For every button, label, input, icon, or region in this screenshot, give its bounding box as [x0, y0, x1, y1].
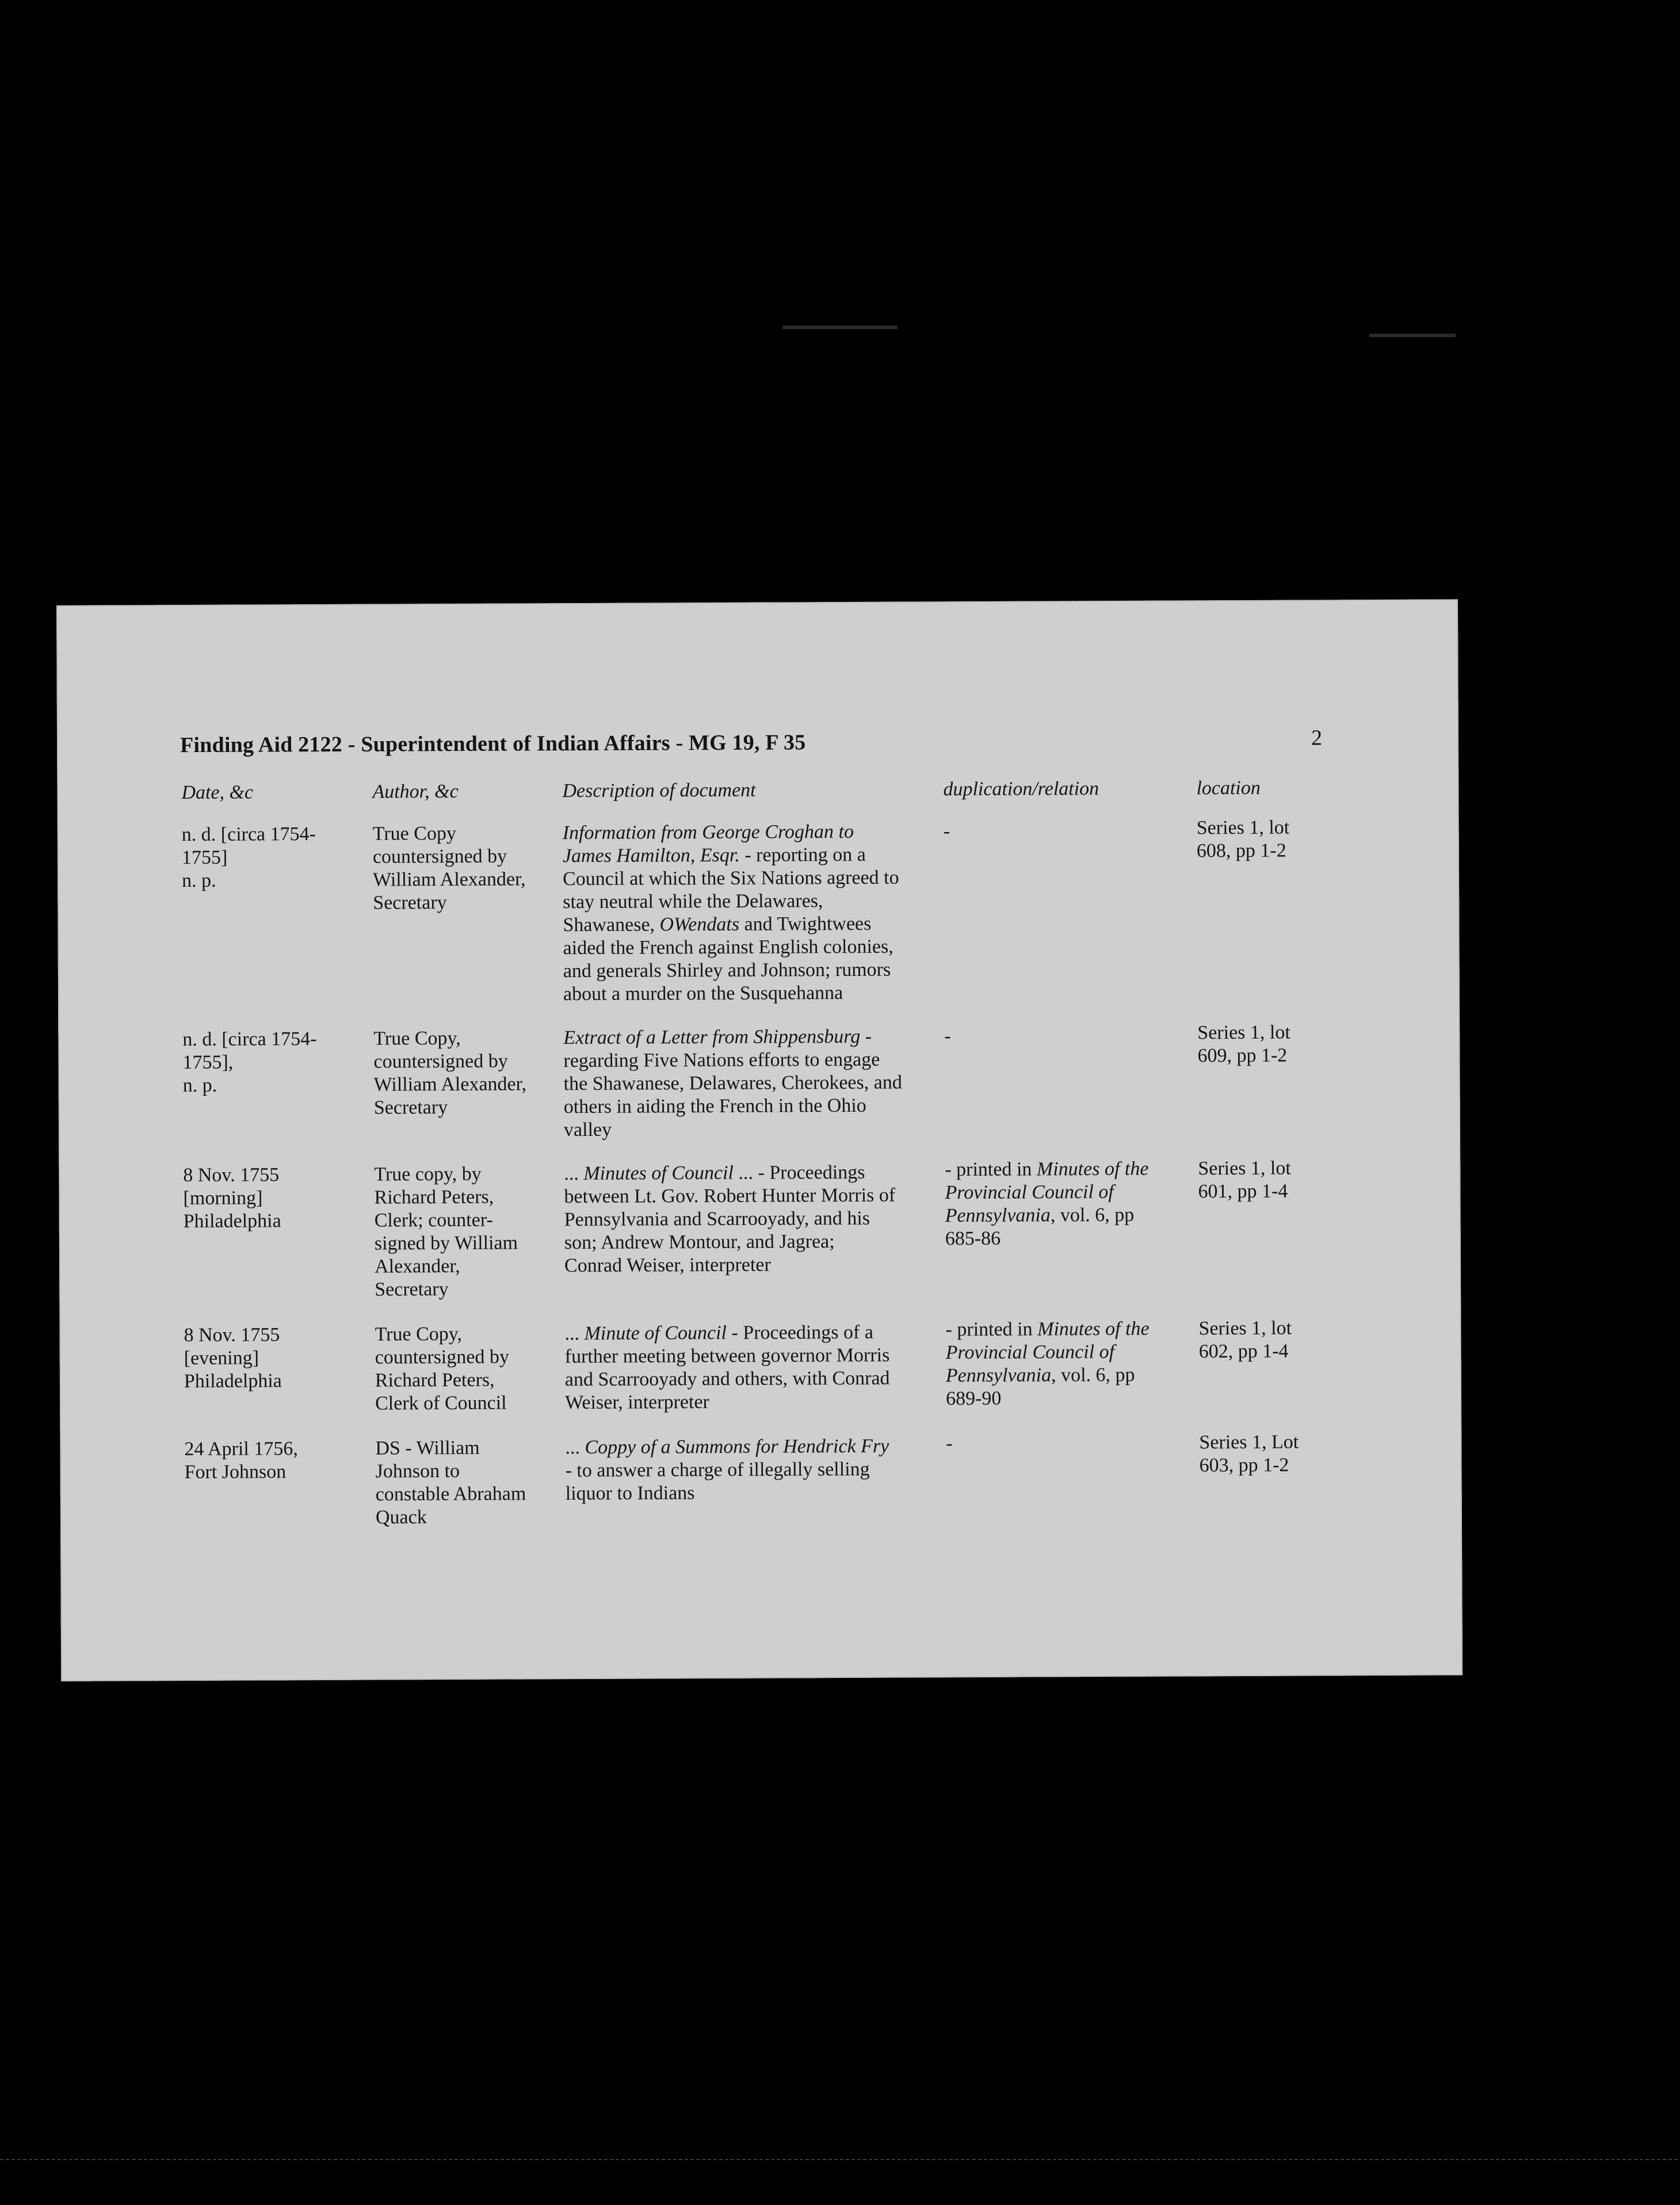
row-4-date: 8 Nov. 1755 [evening] Philadelphia — [184, 1324, 282, 1393]
row-5-location: Series 1, Lot 603, pp 1-2 — [1199, 1431, 1299, 1477]
page-title: Finding Aid 2122 - Superintendent of Indian Affairs - MG 19, F 35 — [180, 730, 806, 758]
row-2-date: n. d. [circa 1754- 1755], n. p. — [182, 1028, 317, 1097]
row-2-description: Extract of a Letter from Shippensburg - regarding Five Nations efforts to engage the Shawanese, Delawares, Cherokees, and others in aiding the French in the Ohio valley — [563, 1025, 902, 1141]
row-4-duplication: - printed in Minutes of the Provincial Council of Pennsylvania, vol. 6, pp 689-90 — [945, 1318, 1150, 1410]
page-number: 2 — [1311, 726, 1323, 750]
scan-artifact — [782, 326, 898, 329]
column-header-description: Description of document — [562, 779, 756, 802]
column-header-author: Author, &c — [372, 780, 459, 803]
row-4-location: Series 1, lot 602, pp 1-4 — [1198, 1317, 1292, 1363]
row-4-author: True Copy, countersigned by Richard Peters, Clerk of Council — [375, 1323, 510, 1414]
column-header-duplication: duplication/relation — [943, 778, 1099, 800]
row-2-location: Series 1, lot 609, pp 1-2 — [1197, 1021, 1290, 1067]
scan-artifact — [1369, 334, 1456, 337]
row-5-author: DS - William Johnson to constable Abraham Quack — [375, 1437, 526, 1528]
scan-edge-rule — [0, 2159, 1680, 2160]
row-3-date: 8 Nov. 1755 [morning] Philadelphia — [183, 1164, 281, 1233]
row-4-description: ... Minute of Council - Proceedings of a further meeting between governor Morris and Scarrooyady and others, with Conrad Weiser, interpreter — [564, 1321, 890, 1414]
row-1-date: n. d. [circa 1754- 1755] n. p. — [181, 823, 316, 892]
row-1-author: True Copy countersigned by William Alexander, Secretary — [372, 822, 526, 914]
row-3-author: True copy, by Richard Peters, Clerk; counter- signed by William Alexander, Secretary — [374, 1163, 518, 1300]
row-2-duplication: - — [944, 1025, 951, 1047]
row-3-duplication: - printed in Minutes of the Provincial Council of Pennsylvania, vol. 6, pp 685-86 — [945, 1158, 1149, 1250]
column-header-location: location — [1196, 777, 1261, 799]
row-5-description: ... Coppy of a Summons for Hendrick Fry - to answer a charge of illegally selling liquor to Indians — [565, 1435, 889, 1505]
row-5-date: 24 April 1756, Fort Johnson — [184, 1438, 298, 1483]
row-3-description: ... Minutes of Council ... - Proceedings between Lt. Gov. Robert Hunter Morris of Pennsylvania and Scarrooyady, and his son; Andrew Montour, and Jagrea; Conrad Weiser, interpreter — [564, 1161, 896, 1277]
row-1-duplication: - — [943, 821, 950, 842]
row-2-author: True Copy, countersigned by William Alexander, Secretary — [373, 1027, 527, 1119]
row-5-duplication: - — [946, 1433, 953, 1455]
column-header-date: Date, &c — [181, 781, 254, 804]
row-1-description: Information from George Croghan to James Hamilton, Esqr. - reporting on a Council at which the Six Nations agreed to stay neutral while the Delawares, Shawanese, OWendats and Twightwees aided the French against English colonies, and generals Shirley and Johnson; rumors about a murder on the Susquehanna — [562, 821, 899, 1005]
row-1-location: Series 1, lot 608, pp 1-2 — [1196, 817, 1290, 862]
document-sheet — [56, 599, 1463, 1681]
row-3-location: Series 1, lot 601, pp 1-4 — [1198, 1157, 1291, 1203]
